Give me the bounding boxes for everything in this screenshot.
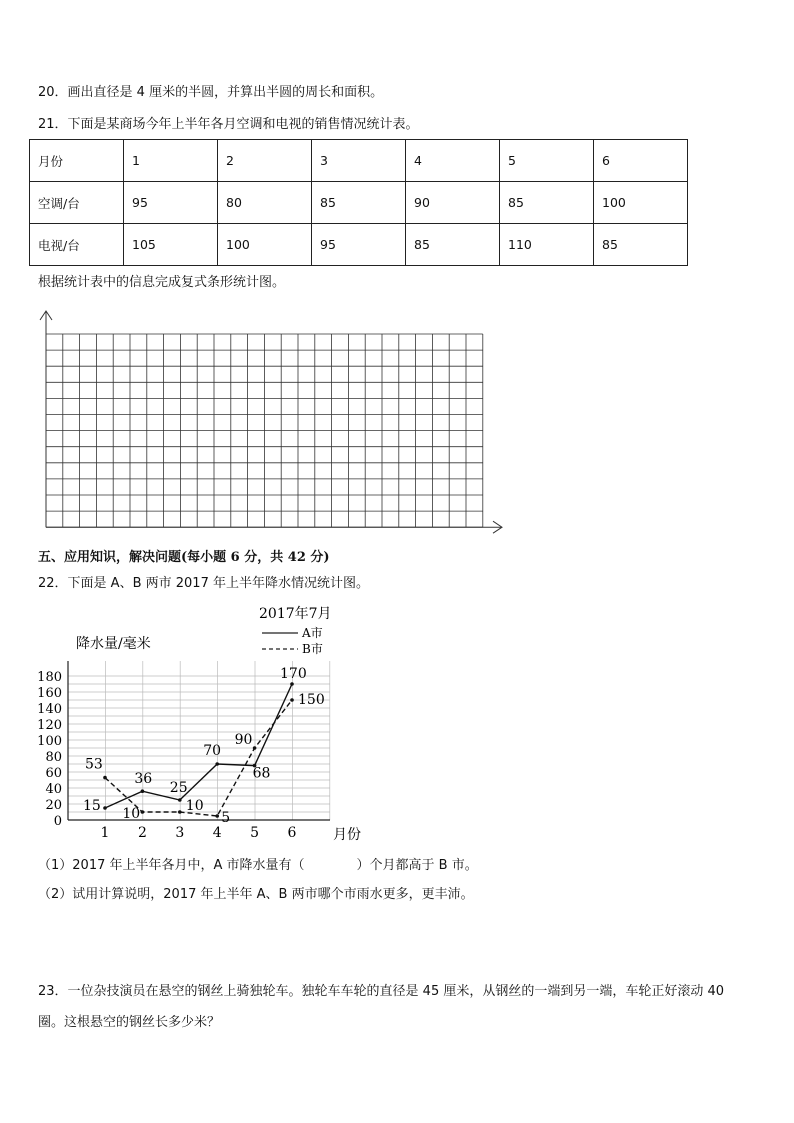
table-cell: 80 — [218, 182, 312, 224]
chart-ytick-label: 160 — [37, 686, 62, 701]
question-23-line-2: 圈。这根悬空的钢丝长多少米？ — [38, 1015, 221, 1030]
data-point — [103, 776, 107, 780]
chart-ytick-label: 60 — [45, 766, 62, 781]
series-line-a — [105, 684, 292, 808]
data-label: 15 — [83, 798, 101, 814]
data-label: 68 — [252, 765, 271, 782]
table-cell: 85 — [312, 182, 406, 224]
chart-xtick-label: 6 — [287, 825, 297, 841]
question-21: 21．下面是某商场今年上半年各月空调和电视的销售情况统计表。 — [38, 117, 419, 132]
section-5-title: 五、应用知识，解决问题(每小题 6 分，共 42 分) — [38, 550, 330, 565]
chart-xtick-label: 2 — [137, 825, 147, 841]
table-cell: 100 — [594, 182, 688, 224]
question-20: 20．画出直径是 4 厘米的半圆，并算出半圆的周长和面积。 — [38, 85, 384, 100]
data-label: 150 — [298, 692, 325, 708]
data-label: 70 — [203, 743, 222, 759]
table-cell: 6 — [594, 140, 688, 182]
data-point — [290, 698, 294, 702]
table-cell: 电视/台 — [30, 224, 124, 266]
data-point — [215, 762, 219, 766]
chart-xtick-label: 5 — [250, 825, 260, 841]
table-cell: 空调/台 — [30, 182, 124, 224]
data-label: 36 — [134, 771, 153, 788]
data-point — [215, 814, 219, 818]
chart-ytick-label: 100 — [37, 734, 62, 749]
data-point — [103, 806, 107, 810]
table-cell: 105 — [124, 224, 218, 266]
legend-label-b: B市 — [302, 642, 323, 656]
chart-ytick-label: 180 — [37, 670, 62, 685]
table-cell: 1 — [124, 140, 218, 182]
data-point — [141, 810, 145, 814]
data-label: 90 — [234, 732, 253, 748]
question-21-instruction: 根据统计表中的信息完成复式条形统计图。 — [38, 275, 286, 290]
table-cell: 90 — [406, 182, 500, 224]
table-cell: 2 — [218, 140, 312, 182]
chart-ytick-label: 40 — [45, 782, 62, 797]
chart-ytick-label: 120 — [37, 718, 62, 733]
table-cell: 5 — [500, 140, 594, 182]
question-22-part-1: （1）2017 年上半年各月中，A 市降水量有（ ）个月都高于 B 市。 — [38, 858, 478, 873]
table-cell: 110 — [500, 224, 594, 266]
chart-xlabel: 月份 — [333, 827, 361, 843]
data-point — [253, 746, 257, 750]
chart-ytick-label: 140 — [37, 702, 62, 717]
table-cell: 95 — [312, 224, 406, 266]
data-label: 53 — [85, 756, 103, 773]
data-label: 170 — [280, 666, 307, 682]
chart-xtick-label: 1 — [100, 825, 110, 841]
question-22: 22．下面是 A、B 两市 2017 年上半年降水情况统计图。 — [38, 576, 369, 591]
chart-xtick-label: 4 — [212, 825, 222, 841]
chart-title: 2017年7月 — [259, 606, 332, 622]
chart-ytick-label: 80 — [45, 750, 62, 765]
question-22-part-2: （2）试用计算说明，2017 年上半年 A、B 两市哪个市雨水更多，更丰沛。 — [38, 887, 474, 902]
table-cell: 85 — [594, 224, 688, 266]
legend-label-a: A市 — [302, 626, 323, 640]
data-label: 10 — [185, 798, 204, 814]
question-23-line-1: 23．一位杂技演员在悬空的钢丝上骑独轮车。独轮车车轮的直径是 45 厘米，从钢丝的一端到另一端，车轮正好滚动 40 — [38, 984, 725, 999]
table-cell: 100 — [218, 224, 312, 266]
table-cell: 95 — [124, 182, 218, 224]
chart-ylabel: 降水量/毫米 — [76, 636, 151, 652]
table-cell: 85 — [500, 182, 594, 224]
data-point — [178, 810, 182, 814]
data-point — [178, 798, 182, 802]
data-label: 10 — [122, 806, 141, 822]
table-cell: 85 — [406, 224, 500, 266]
chart-ytick-label: 20 — [45, 798, 62, 813]
table-cell: 4 — [406, 140, 500, 182]
table-cell: 3 — [312, 140, 406, 182]
chart-ytick-label: 0 — [53, 814, 62, 829]
data-label: 25 — [169, 780, 188, 796]
table-cell: 月份 — [30, 140, 124, 182]
data-label: 5 — [221, 810, 231, 826]
data-point — [141, 789, 145, 793]
data-point — [290, 682, 294, 686]
chart-xtick-label: 3 — [175, 825, 185, 841]
